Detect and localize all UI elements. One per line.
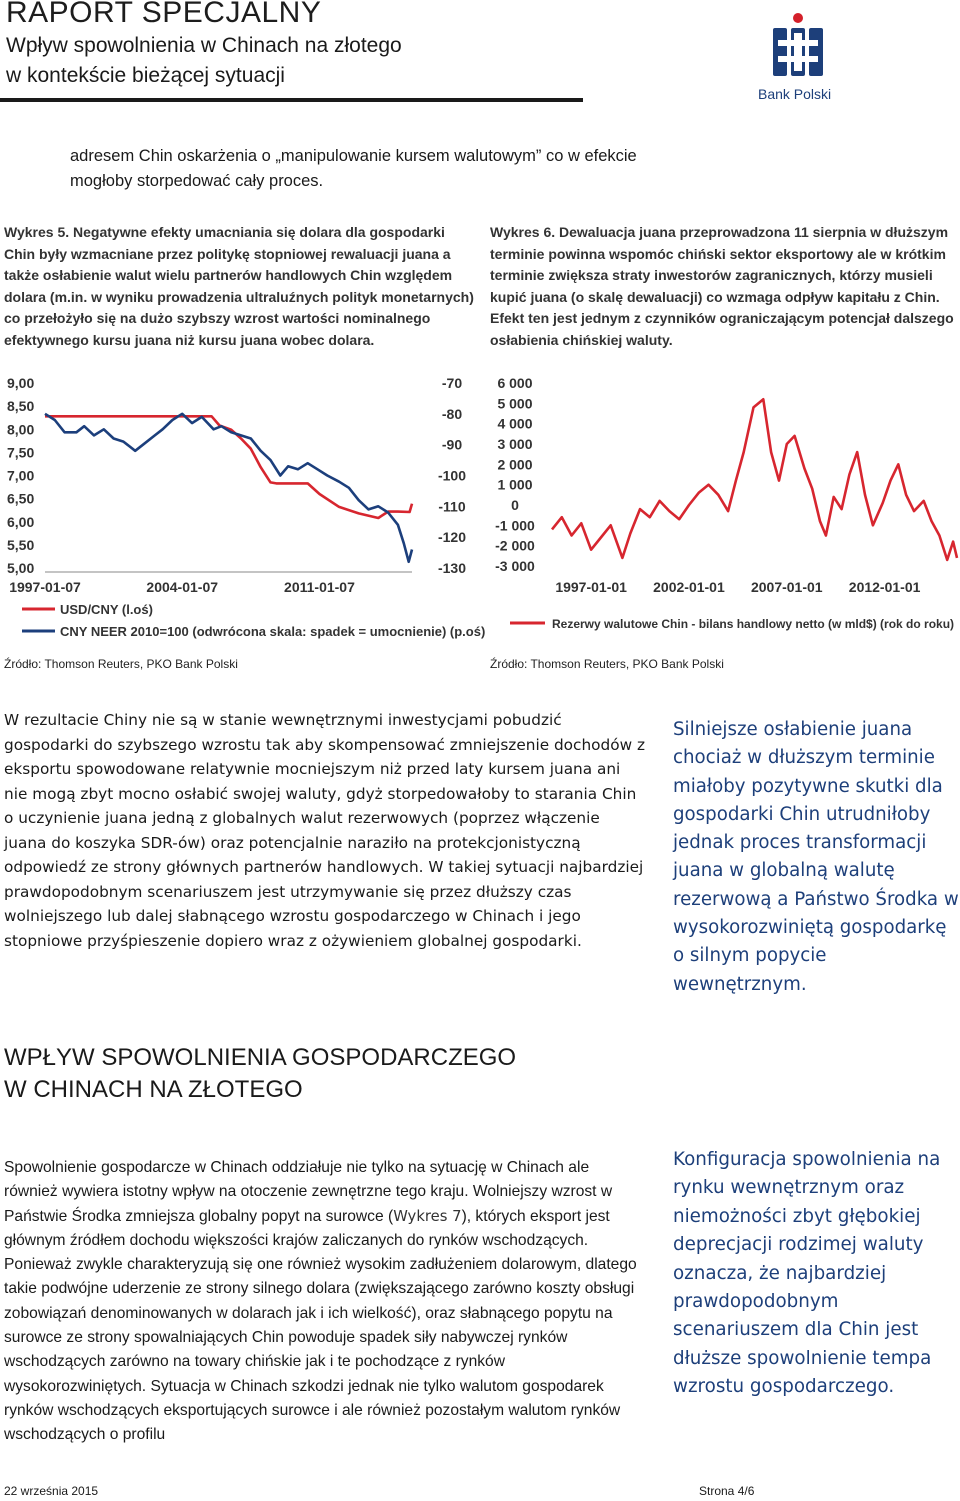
chart5-y-right-tick: -70 (441, 375, 463, 391)
chart5-x-tick: 1997-01-07 (9, 579, 81, 595)
chart6-caption: Wykres 6. Dewaluacja juana przeprowadzona 11 sierpnia w dłuższym terminie powinna wspomóc chiński sektor eksportowy ale w krótkim terminie zwiększa straty inwestorów zagranicznych, którzy musieli kupić juana (o skalę dewaluacji) co wzmaga odpływ kapitału z Chin. Efekt ten jest jednym z czynników ograniczającym potencjał dalszego osłabienia chińskiej waluty. (490, 224, 954, 348)
sidebar-quote-1: Silniejsze osłabienie juana chociaż w dłuższym terminie miałoby pozytywne skutki dla gospodarki Chin utrudniłoby jednak proces transformacji juana w globalną walutę rezerwową a Państwo Środka w wysokorozwiniętą gospodarkę o silnym popycie wewnętrznym. (673, 719, 959, 995)
chart5-caption: Wykres 5. Negatywne efekty umacniania się dolara dla gospodarki Chin były wzmacniane przez politykę stopniowej rewaluacji juana a także osłabienie walut wielu partnerów handlowych Chin względem dolara (m.in. w wyniku prowadzenia ultraluźnych polityk monetarnych) co przełożyło się na dużo szybszy wzrost wartości nominalnego efektywnego kursu juana niż kursu juana wobec dolara. (4, 224, 474, 348)
chart5-y-left-tick: 5,50 (7, 536, 35, 553)
chart5 (7, 375, 485, 639)
chart5-source: Źródło: Thomson Reuters, PKO Bank Polski (4, 657, 238, 671)
chart5-y-right-tick: -130 (437, 560, 467, 576)
chart6-x-tick: 2002-01-01 (653, 579, 725, 595)
chart6-y-tick: 5 000 (497, 395, 533, 412)
chart6 (495, 375, 957, 631)
chart6-y-tick: 0 (511, 497, 519, 513)
report-subtitle-line1: Wpływ spowolnienia w Chinach na złotego (6, 34, 402, 57)
chart5-y-left-tick: 5,00 (7, 560, 35, 576)
chart6-y-tick: 1 000 (497, 476, 533, 493)
footer-date: 22 września 2015 (4, 1484, 99, 1498)
chart5-y-left-tick: 6,50 (7, 490, 35, 507)
chart5-x-tick: 2011-01-07 (284, 579, 355, 595)
chart6-legend-label: Rezerwy walutowe Chin - bilans handlowy netto (w mld$) (rok do roku) (552, 617, 955, 631)
chart6-y-tick: 4 000 (497, 415, 533, 432)
chart5-y-right-tick: -90 (441, 436, 463, 453)
footer-page-number: Strona 4/6 (699, 1484, 755, 1498)
charts-canvas (0, 0, 960, 660)
chart5-y-right-tick: -100 (437, 467, 467, 484)
chart5-legend-label: USD/CNY (l.oś) (60, 602, 153, 617)
chart7-reference-link[interactable]: Wykres 7 (393, 1207, 462, 1225)
chart6-x-tick: 2007-01-01 (750, 579, 823, 595)
report-subtitle-line2: w kontekście bieżącej sytuacji (6, 64, 285, 87)
body2-text-part2: ), których eksport jest głównym źródłem dochodu większości krajów zaliczanych do rynków wschodzących. Ponieważ zwykle charakteryzują się one również wysokim zadłużeniem dolarowym, dlatego takie podwójne uderzenie ze strony silnego dolara (zwiększającego zarówno koszty obsługi zobowiązań denominowanych w dolarach jak i ich wielkość), oraz słabnącego popytu na surowce ze strony spowalniających Chin powoduje spadek siły nabywczej rynków wschodzących zarówno na towary chińskie jak i te pochodzące z rynków wysokorozwiniętych. Sytuacja w Chinach szkodzi jednak nie tylko walutom gospodarek rynków wschodzących eksportujących surowce i ale również pozostałym walutom rynków wschodzących o profilu (4, 1207, 637, 1444)
chart5-legend-label: CNY NEER 2010=100 (odwrócona skala: spadek = umocnienie) (p.oś) (60, 624, 486, 639)
chart5-y-left-tick: 7,00 (7, 467, 35, 484)
body-paragraph-1: W rezultacie Chiny nie są w stanie wewnętrznymi inwestycjami pobudzić gospodarki do szybszego wzrostu tak aby skompensować zmniejszenie dochodów z eksportu spowodowane relatywnie mocniejszym niż przed laty kursem juana ani nie mogą zbyt mocno osłabić swojej waluty, gdyż storpedowałoby to starania Chin o uczynienie juana jedną z globalnych walut rezerwowych (poprzez włączenie juana do koszyka SDR-ów) oraz potencjalnie naraziło na protekcjonistyczną odpowiedź ze strony głównych partnerów handlowych. W takiej sytuacji najbardziej prawdopodobnym scenariuszem jest utrzymywanie się przez dłuższy czas wolniejszego lub dalej słabnącego wzrostu gospodarczego w Chinach i jego stopniowe przyśpieszenie dopiero wraz z ożywieniem globalnej gospodarki. (4, 711, 645, 950)
chart6-x-tick: 2012-01-01 (848, 579, 921, 595)
chart5-x-tick: 2004-01-07 (146, 579, 219, 595)
chart6-y-tick: -1 000 (495, 517, 535, 534)
chart6-x-tick: 1997-01-01 (555, 579, 627, 595)
chart5-y-right-tick: -110 (438, 498, 466, 515)
section-heading-line2: W CHINACH NA ZŁOTEGO (4, 1076, 303, 1103)
chart5-y-left-tick: 6,00 (7, 513, 35, 530)
chart5-y-left-tick: 8,50 (7, 398, 35, 415)
report-title: RAPORT SPECJALNY (6, 0, 322, 29)
chart5-y-right-tick: -120 (437, 529, 467, 546)
chart6-source: Źródło: Thomson Reuters, PKO Bank Polski (490, 657, 724, 671)
chart6-y-tick: -3 000 (495, 558, 535, 574)
chart6-y-tick: 6 000 (497, 375, 533, 391)
chart5-y-left-tick: 9,00 (7, 375, 35, 391)
chart6-y-tick: -2 000 (495, 537, 535, 554)
sidebar-quote-2: Konfiguracja spowolnienia na rynku wewnętrznym oraz niemożności zbyt głębokiej deprecjacji rodzimej waluty oznacza, że najbardziej prawdopodobnym scenariuszem dla Chin jest dłuższe spowolnienie tempa wzrostu gospodarczego. (673, 1149, 941, 1398)
chart6-y-tick: 3 000 (497, 436, 533, 452)
logo-text: Bank Polski (758, 86, 832, 102)
body2-text-part1: Spowolnienie gospodarcze w Chinach oddziałuje nie tylko na sytuację w Chinach ale również wywiera istotny wpływ na otoczenie zewnętrzne tego kraju. Wolniejszy wzrost w Państwie Środka zmniejsza globalny popyt na surowce ( (4, 1159, 613, 1225)
chart5-series-line-2 (45, 414, 412, 562)
chart6-series-line (552, 399, 957, 560)
chart5-y-left-tick: 8,00 (7, 421, 35, 438)
chart5-y-right-tick: -80 (441, 405, 463, 422)
section-heading-line1: WPŁYW SPOWOLNIENIA GOSPODARCZEGO (4, 1044, 517, 1071)
body-paragraph-2 (4, 1156, 646, 1448)
chart5-y-left-tick: 7,50 (7, 444, 35, 461)
intro-paragraph: adresem Chin oskarżenia o „manipulowanie kursem walutowym” co w efekcie mogłoby storpedować cały proces. (70, 147, 637, 190)
chart6-y-tick: 2 000 (497, 456, 533, 473)
